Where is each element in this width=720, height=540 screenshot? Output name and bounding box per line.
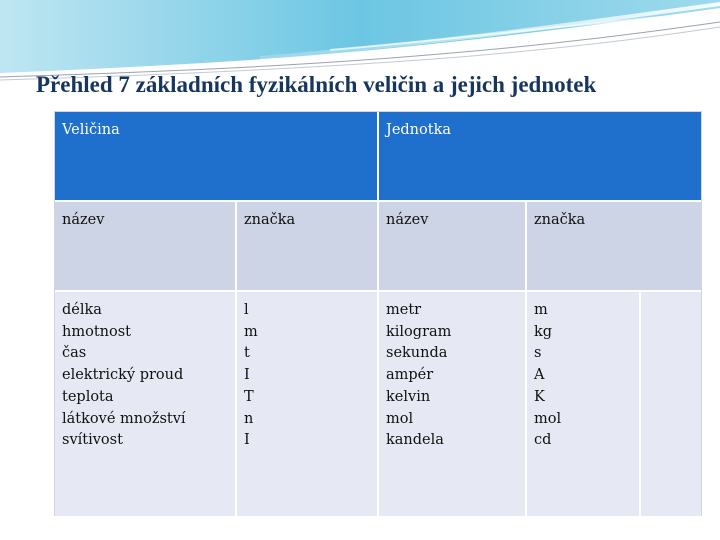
unit-name: ampér: [386, 367, 434, 384]
page-title: Přehled 7 základních fyzikálních veličin a jejich jednotek: [36, 72, 597, 97]
quantity-name: teplota: [62, 388, 114, 405]
unit-symbol: s: [534, 345, 542, 362]
unit-symbol: cd: [534, 432, 552, 449]
quantity-symbol: I: [244, 367, 250, 384]
unit-names-cell: [379, 292, 525, 516]
units-table: [54, 111, 702, 516]
unit-name: sekunda: [386, 345, 448, 362]
unit-symbols-cell: [527, 292, 639, 516]
quantity-symbol: l: [244, 302, 249, 318]
quantity-name: hmotnost: [62, 323, 131, 340]
unit-name: kelvin: [386, 388, 431, 405]
table-body-row: [55, 292, 701, 516]
quantity-symbol: T: [244, 388, 254, 405]
quantity-symbol: t: [244, 345, 250, 362]
header-unit: Jednotka: [386, 122, 452, 138]
unit-symbol: kg: [534, 323, 553, 340]
quantity-name: látkové množství: [62, 410, 186, 427]
unit-symbol: m: [534, 302, 548, 318]
quantity-name: čas: [62, 345, 87, 362]
unit-symbol: K: [534, 388, 545, 405]
unit-name: mol: [386, 410, 414, 427]
unit-name: kilogram: [386, 323, 452, 340]
empty-cell: [641, 292, 701, 516]
unit-symbol: A: [534, 367, 545, 384]
quantity-names-cell: [55, 292, 235, 516]
quantity-name: délka: [62, 302, 102, 318]
subheader-unit-symbol: značka: [534, 212, 586, 228]
subheader-quantity-name: název: [62, 212, 105, 228]
quantity-symbol: I: [244, 432, 250, 449]
header-quantity: Veličina: [62, 122, 120, 138]
table-subheader-row: [55, 202, 701, 290]
quantity-symbols-cell: [237, 292, 377, 516]
quantity-symbol: m: [244, 323, 258, 340]
subheader-unit-name: název: [386, 212, 429, 228]
quantity-name: svítivost: [62, 432, 123, 449]
unit-symbol: mol: [534, 410, 562, 427]
unit-name: metr: [386, 302, 422, 318]
quantity-name: elektrický proud: [62, 367, 184, 384]
subheader-quantity-symbol: značka: [244, 212, 296, 228]
unit-name: kandela: [386, 432, 444, 449]
quantity-symbol: n: [244, 410, 254, 427]
table-group-header-row: [55, 112, 701, 200]
